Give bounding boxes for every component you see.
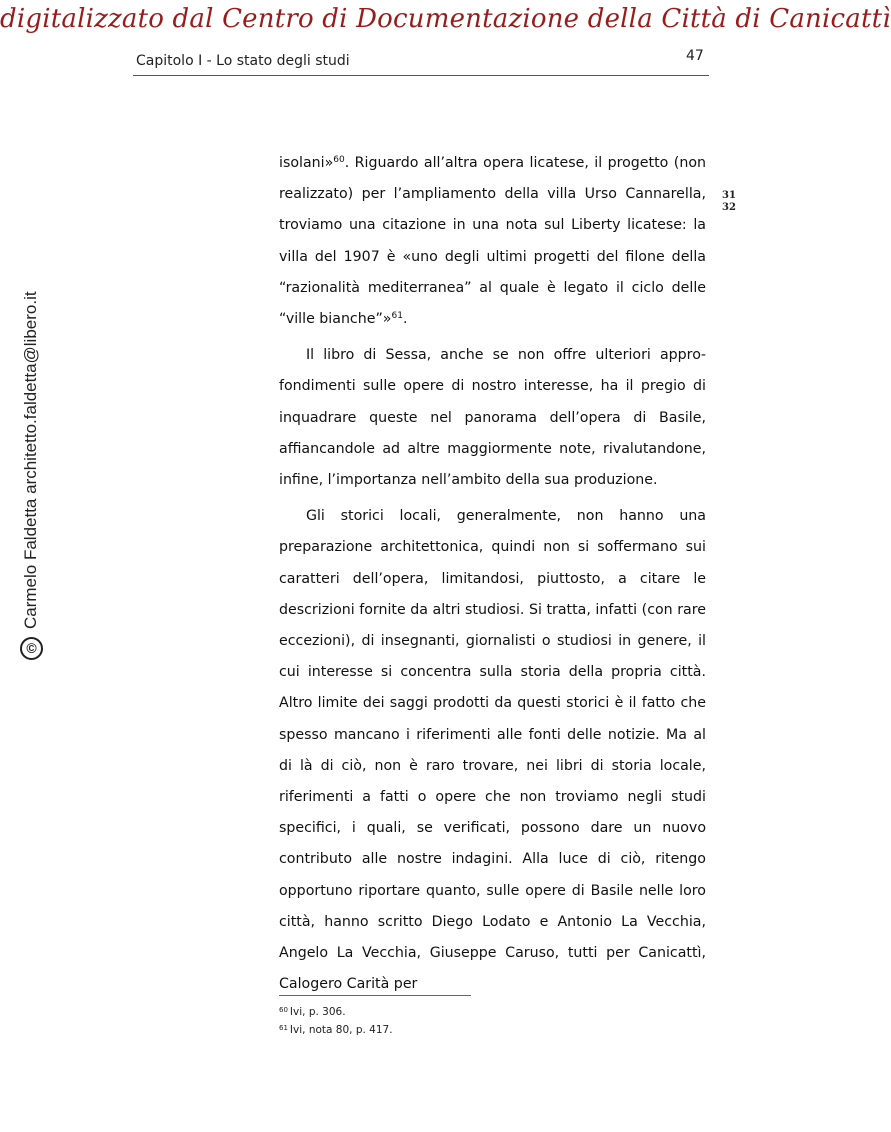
digitization-watermark: digitalizzato dal Centro di Documentazione della Città di Canicattì — [0, 4, 891, 34]
paragraph-text: Gli storici locali, generalmente, non hanno una preparazione architettonica, quindi non si soffermano sui caratteri dell’opera, limitandosi, piuttosto, a citare le descrizioni fornite da altri studiosi. Si tratta, infatti (con rare eccezioni), di insegnanti, giornalisti o studiosi in genere, il cui interesse si concentra sulla storia della propria città. Altro limite dei saggi prodotti da questi storici è il fatto che spesso mancano i riferimenti alle fonti delle notizie. Ma al di là di ciò, non è raro trovare, nei libri di storia locale, riferimenti a fatti o opere che non troviamo negli studi specifici, i quali, se verificati, possono dare un nuovo contributo alle nostre indagini. Alla luce di ciò, ritengo opportuno riportare quanto, sulle opere di Basile nelle loro città, hanno scritto Diego Lodato e Antonio La Vecchia, Angelo La Vecchia, Giuseppe Caruso, tutti per Canicattì, Calogero Carità per — [279, 508, 706, 993]
footnote-reference[interactable]: 61 — [391, 311, 403, 322]
body-paragraph — [279, 148, 706, 335]
body-paragraph — [279, 501, 706, 1000]
body-text — [279, 148, 706, 1000]
footnote-text: Ivi, p. 306. — [289, 1006, 346, 1018]
footnote-reference[interactable]: 60 — [333, 155, 345, 165]
footnote-number: 60 — [279, 1006, 288, 1014]
side-copyright-credit — [20, 291, 43, 660]
paragraph-text: isolani» — [279, 155, 334, 171]
running-header-title: Capitolo I - Lo stato degli studi — [136, 53, 350, 69]
header-rule — [133, 75, 709, 76]
margin-notes — [722, 190, 736, 214]
footnote-separator — [279, 995, 471, 996]
copyright-icon: © — [20, 637, 43, 660]
footnote — [279, 1020, 393, 1038]
margin-note: 31 — [722, 190, 736, 201]
body-paragraph — [279, 340, 706, 496]
footnote-number: 61 — [279, 1024, 288, 1032]
paragraph-text: . Riguardo all’altra opera licatese, il progetto (non realizzato) per l’ampliamento della villa Urso Cannarella, troviamo una citazione in una nota sul Liberty licatese: la villa del 1907 è «uno degli ultimi progetti del filone della “razionalità mediterranea” al quale è legato il ciclo delle “ville bianche”» — [279, 155, 706, 328]
margin-note: 32 — [722, 202, 736, 213]
footnotes — [279, 1002, 393, 1038]
paragraph-text: . — [402, 311, 408, 328]
page-number: 47 — [686, 48, 704, 64]
footnote-text: Ivi, nota 80, p. 417. — [289, 1024, 393, 1036]
footnote — [279, 1002, 393, 1020]
paragraph-text: Il libro di Sessa, anche se non offre ulteriori approfondimenti sulle opere di nostro interesse, ha il pregio di inquadrare queste nel panorama dell’opera di Basile, affiancandole ad altre maggiormente note, rivalutandone, infine, l’importanza nell’ambito della sua produzione. — [279, 347, 706, 489]
copyright-text: Carmelo Faldetta architetto.faldetta@libero.it — [20, 291, 40, 629]
